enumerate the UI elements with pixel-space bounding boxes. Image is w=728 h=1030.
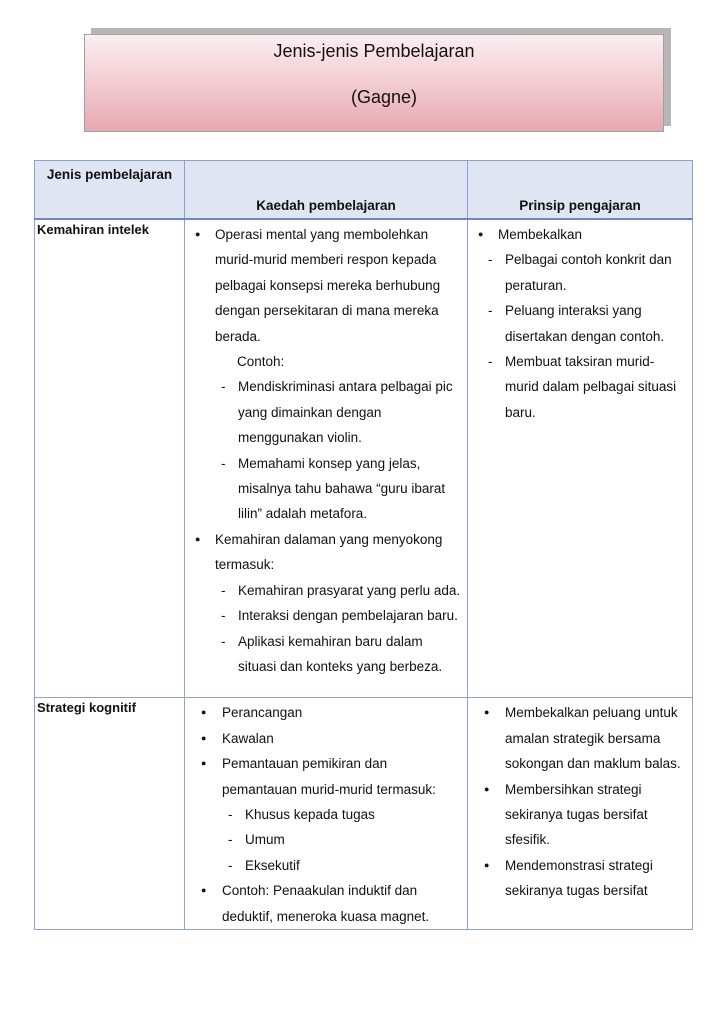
prinsip-cell bbox=[468, 219, 693, 698]
header-prinsip-pengajaran: Prinsip pengajaran bbox=[468, 161, 693, 220]
sub-item: - Peluang interaksi yang disertakan dengan contoh. bbox=[478, 298, 688, 349]
list-item bbox=[185, 751, 463, 878]
sub-item: - Kemahiran prasyarat yang perlu ada. bbox=[215, 578, 463, 603]
list-item bbox=[185, 222, 463, 527]
bullet-text: Operasi mental yang membolehkan murid-murid memberi respon kepada pelbagai konsepsi mereka berhubung dengan persekitaran di mana mereka berada. bbox=[215, 227, 441, 344]
title-banner bbox=[84, 34, 664, 132]
list-item bbox=[468, 222, 688, 425]
table-header-row bbox=[35, 161, 693, 220]
header-jenis-pembelajaran: Jenis pembelajaran bbox=[35, 161, 185, 220]
prinsip-cell bbox=[468, 698, 693, 930]
list-item bbox=[185, 527, 463, 679]
list-item: ● Membekalkan peluang untuk amalan strategik bersama sokongan dan maklum balas. bbox=[468, 700, 688, 776]
kaedah-cell bbox=[185, 698, 468, 930]
sub-item: - Interaksi dengan pembelajaran baru. bbox=[215, 603, 463, 628]
list-item: ● Membersihkan strategi sekiranya tugas bersifat sfesifik. bbox=[468, 777, 688, 853]
bullet-text: Kemahiran dalaman yang menyokong termasuk: bbox=[215, 531, 443, 573]
sub-item: - Khusus kepada tugas bbox=[222, 802, 463, 827]
kaedah-cell bbox=[185, 219, 468, 698]
sub-item: - Pelbagai contoh konkrit dan peraturan. bbox=[478, 247, 688, 298]
learning-types-table bbox=[34, 160, 693, 930]
list-item: ● Kawalan bbox=[185, 726, 463, 751]
sub-item: - Umum bbox=[222, 827, 463, 852]
sub-item: - Eksekutif bbox=[222, 853, 463, 878]
bullet-text: Membekalkan bbox=[498, 227, 583, 242]
table-row bbox=[35, 219, 693, 698]
table-row bbox=[35, 698, 693, 930]
sub-item: - Mendiskriminasi antara pelbagai pic yang dimainkan dengan menggunakan violin. bbox=[215, 374, 463, 450]
list-item: ● Mendemonstrasi strategi sekiranya tugas bersifat bbox=[468, 853, 688, 904]
page-title: Jenis-jenis Pembelajaran bbox=[273, 41, 475, 61]
row-label: Kemahiran intelek bbox=[35, 219, 185, 698]
sub-item: - Memahami konsep yang jelas, misalnya tahu bahawa “guru ibarat lilin” adalah metafora. bbox=[215, 451, 463, 527]
sub-item: - Aplikasi kemahiran baru dalam situasi dan konteks yang berbeza. bbox=[215, 629, 463, 680]
row-label: Strategi kognitif bbox=[35, 698, 185, 930]
list-item: ● Contoh: Penaakulan induktif dan deduktif, meneroka kuasa magnet. bbox=[185, 878, 463, 929]
sub-item: - Membuat taksiran murid-murid dalam pelbagai situasi baru. bbox=[478, 349, 688, 425]
bullet-text: Pemantauan pemikiran dan pemantauan murid-murid termasuk: bbox=[222, 756, 436, 797]
page-subtitle: (Gagne) bbox=[350, 87, 418, 107]
contoh-label: Contoh: bbox=[237, 354, 285, 370]
list-item: ● Perancangan bbox=[185, 700, 463, 725]
header-kaedah-pembelajaran: Kaedah pembelajaran bbox=[185, 161, 468, 220]
